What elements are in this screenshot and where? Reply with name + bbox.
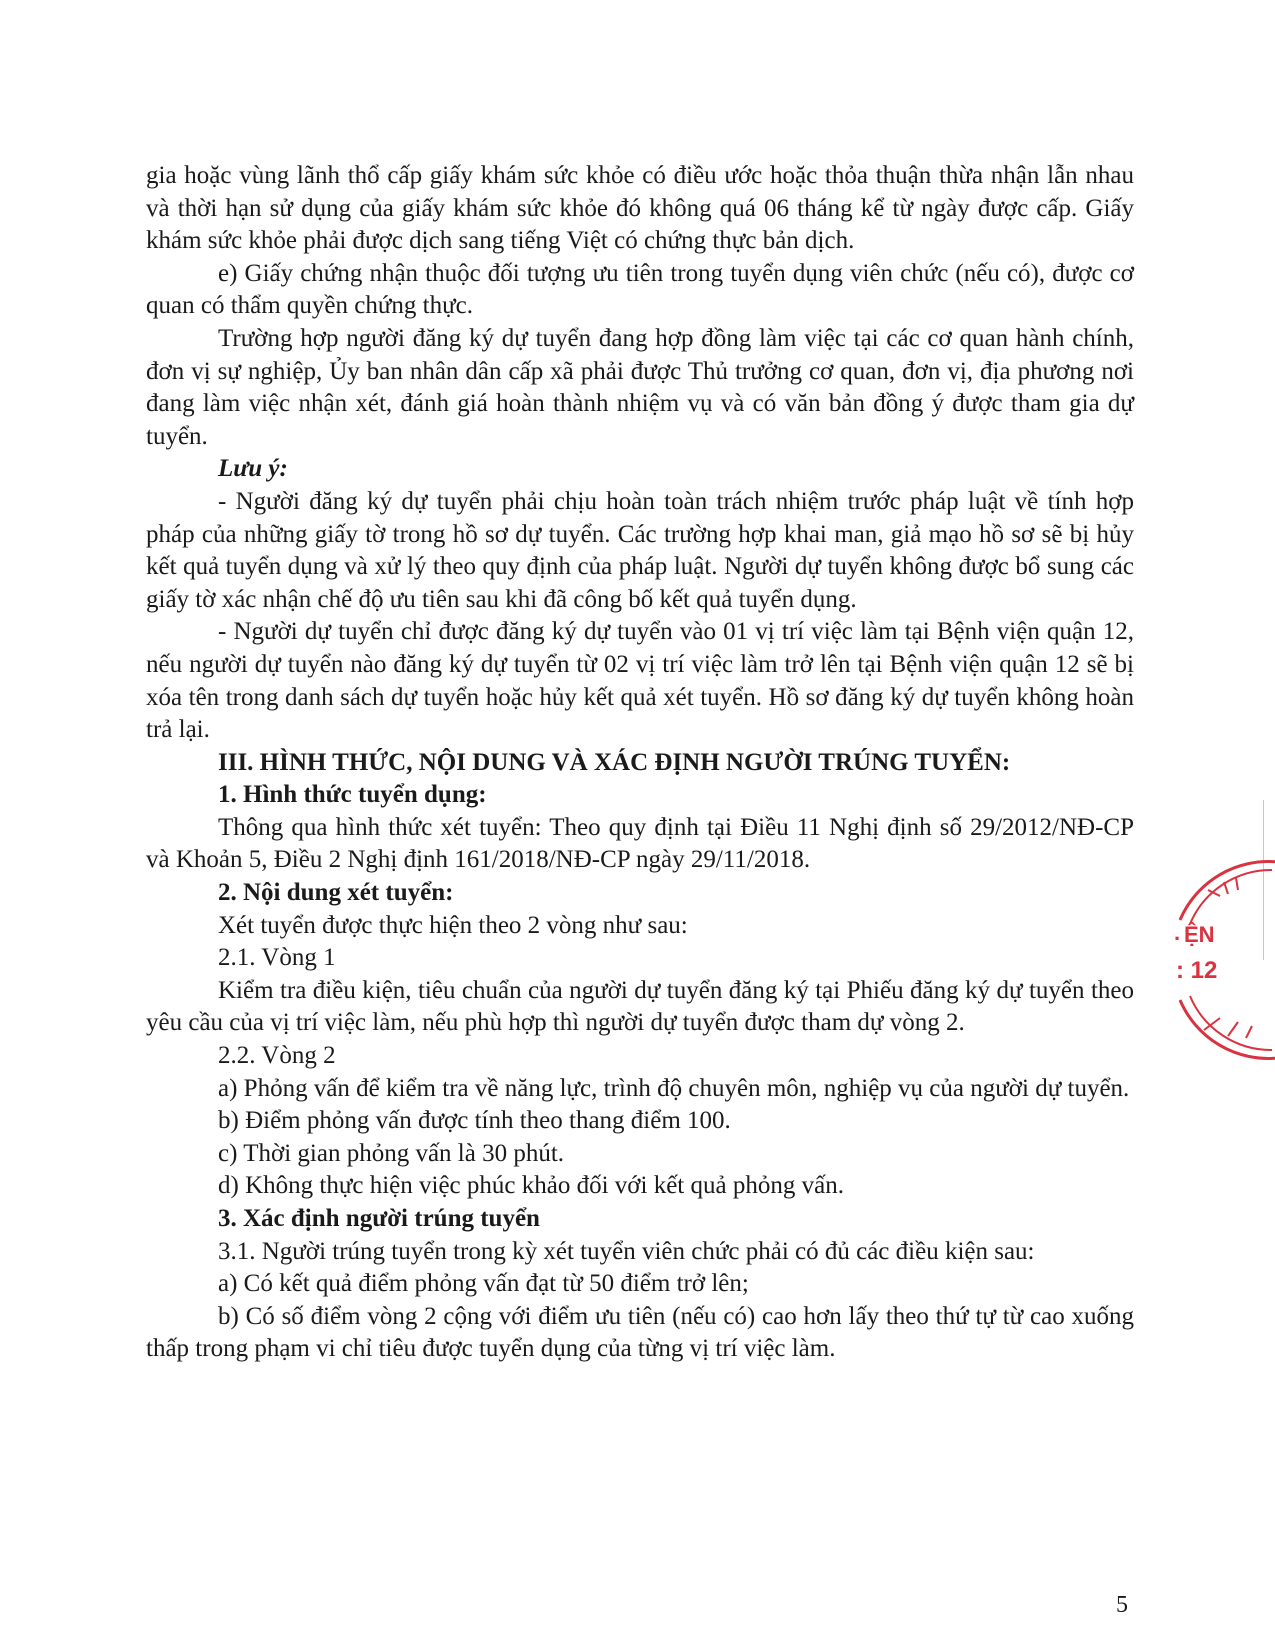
round-1-content: Kiểm tra điều kiện, tiêu chuẩn của người dự tuyển đăng ký tại Phiếu đăng ký dự tuyển theo yêu cầu của vị trí việc làm, nếu phù hợp thì người dự tuyển được tham dự vòng 2. <box>146 976 1134 1037</box>
round-2-item-c: c) Thời gian phỏng vấn là 30 phút. <box>218 1139 565 1167</box>
paragraph-priority-certificate: e) Giấy chứng nhận thuộc đối tượng ưu tiên trong tuyển dụng viên chức (nếu có), được cơ quan có thẩm quyền chứng thực. <box>146 259 1134 320</box>
condition-item-b: b) Có số điểm vòng 2 cộng với điểm ưu tiên (nếu có) cao hơn lấy theo thứ tự từ cao xuống thấp trong phạm vi chỉ tiêu được tuyển dụng của từng vị trí việc làm. <box>146 1302 1134 1363</box>
round-2-item-b: b) Điểm phỏng vấn được tính theo thang điểm 100. <box>218 1107 731 1135</box>
round-2-heading: 2.2. Vòng 2 <box>218 1042 336 1070</box>
condition-item-a: a) Có kết quả điểm phỏng vấn đạt từ 50 điểm trở lên; <box>218 1270 749 1298</box>
round-2-item-d: d) Không thực hiện việc phúc khảo đối với kết quả phỏng vấn. <box>218 1172 844 1200</box>
round-1-heading: 2.1. Vòng 1 <box>218 944 336 972</box>
document-body <box>146 160 1134 1366</box>
page-number: 5 <box>1116 1592 1128 1618</box>
seal-graphic <box>1168 860 1275 1060</box>
seal-text-line-2: : 12 <box>1176 957 1218 984</box>
red-seal-stamp <box>1168 860 1275 1060</box>
paragraph-health-certificate-continued: gia hoặc vùng lãnh thổ cấp giấy khám sức khỏe có điều ước hoặc thỏa thuận thừa nhận lẫn nhau và thời hạn sử dụng của giấy khám sức khỏe đó không quá 06 tháng kể từ ngày được cấp. Giấy khám sức khỏe phải được dịch sang tiếng Việt có chứng thực bản dịch. <box>146 162 1134 255</box>
note-item-legal-responsibility: - Người đăng ký dự tuyển phải chịu hoàn toàn trách nhiệm trước pháp luật về tính hợp pháp của những giấy tờ trong hồ sơ dự tuyển. Các trường hợp khai man, giả mạo hồ sơ sẽ bị hủy kết quả tuyển dụng và xử lý theo quy định của pháp luật. Người dự tuyển không được bổ sung các giấy tờ xác nhận chế độ ưu tiên sau khi đã công bố kết quả tuyển dụng. <box>146 487 1134 613</box>
subheading-selection-content: 2. Nội dung xét tuyển: <box>218 879 454 907</box>
paragraph-recruitment-form: Thông qua hình thức xét tuyển: Theo quy định tại Điều 11 Nghị định số 29/2012/NĐ-CP và Khoản 5, Điều 2 Nghị định 161/2018/NĐ-CP ngày 29/11/2018. <box>146 813 1134 874</box>
subheading-determine-winners: 3. Xác định người trúng tuyển <box>218 1205 540 1232</box>
note-item-single-position: - Người dự tuyển chỉ được đăng ký dự tuyển vào 01 vị trí việc làm tại Bệnh viện quận 12, nếu người dự tuyển nào đăng ký dự tuyển từ 02 vị trí việc làm trở lên tại Bệnh viện quận 12 sẽ bị xóa tên trong danh sách dự tuyển hoặc hủy kết quả xét tuyển. Hồ sơ đăng ký dự tuyển không hoàn trả lại. <box>146 618 1134 744</box>
paragraph-winner-conditions: 3.1. Người trúng tuyển trong kỳ xét tuyển viên chức phải có đủ các điều kiện sau: <box>218 1237 1035 1265</box>
section-heading-iii: III. HÌNH THỨC, NỘI DUNG VÀ XÁC ĐỊNH NGƯỜI TRÚNG TUYỂN: <box>218 748 1011 776</box>
round-2-item-a: a) Phỏng vấn để kiểm tra về năng lực, trình độ chuyên môn, nghiệp vụ của người dự tuyển. <box>218 1074 1130 1102</box>
note-heading: Lưu ý: <box>218 455 288 483</box>
subheading-recruitment-form: 1. Hình thức tuyển dụng: <box>218 781 487 809</box>
paragraph-contract-worker-case: Trường hợp người đăng ký dự tuyển đang hợp đồng làm việc tại các cơ quan hành chính, đơn vị sự nghiệp, Ủy ban nhân dân cấp xã phải được Thủ trưởng cơ quan, đơn vị, địa phương nơi đang làm việc nhận xét, đánh giá hoàn thành nhiệm vụ và có văn bản đồng ý được tham gia dự tuyển. <box>146 324 1134 450</box>
seal-text-line-1: ỆN <box>1184 922 1215 947</box>
svg-text:.: . <box>1174 920 1181 945</box>
paragraph-two-rounds: Xét tuyển được thực hiện theo 2 vòng như sau: <box>218 911 688 939</box>
